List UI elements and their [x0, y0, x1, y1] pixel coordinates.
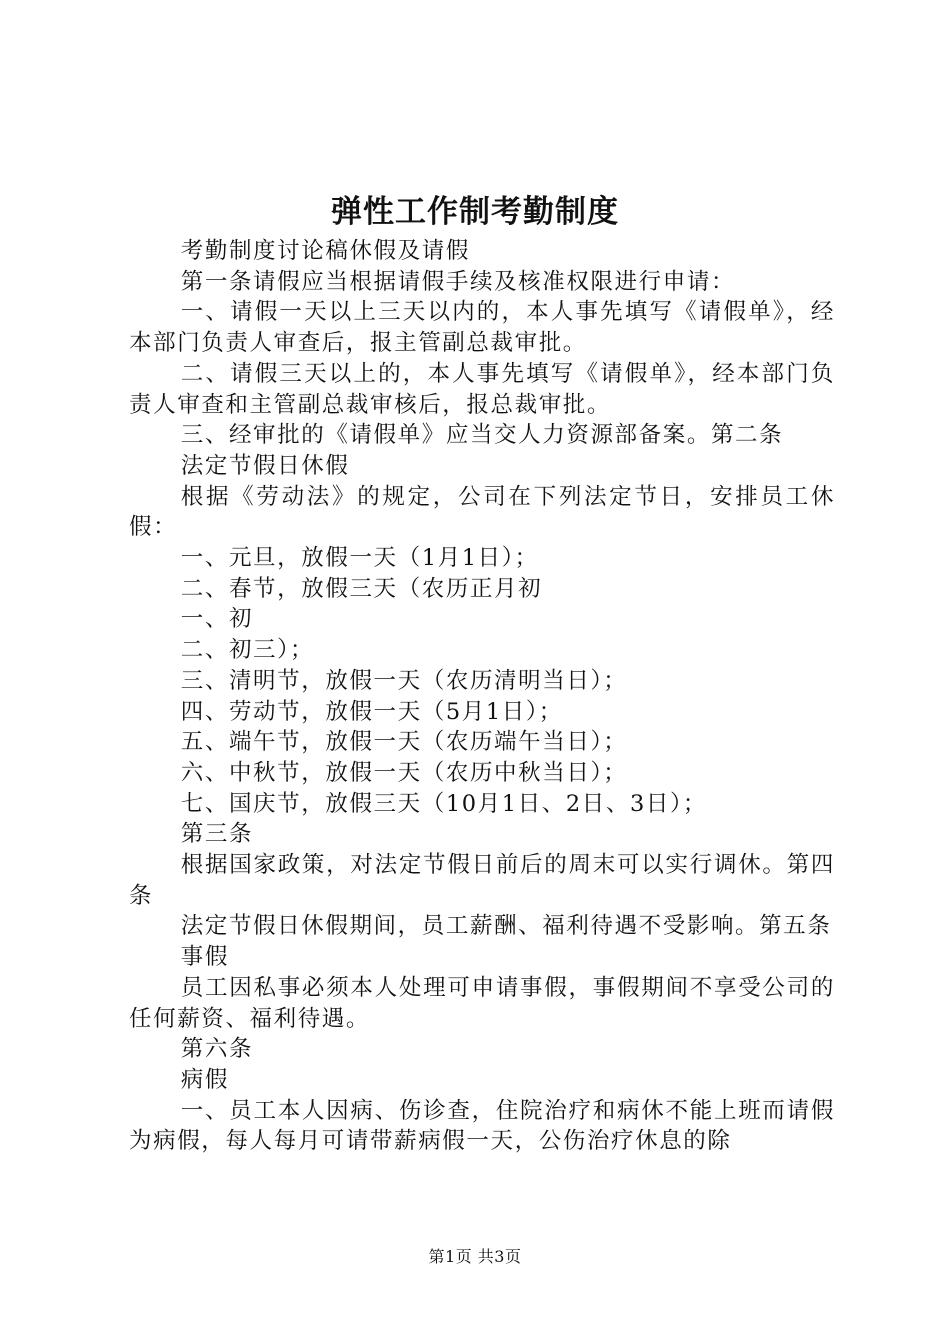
paragraph: 第六条	[180, 1036, 254, 1063]
paragraph: 法定节假日休假期间，员工薪酬、福利待遇不受影响。第五条	[180, 913, 832, 940]
document-body	[129, 236, 835, 1157]
paragraph: 一、员工本人因病、伤诊查，住院治疗和病休不能上班而请假为病假，每人每月可请带薪病假一天，公伤治疗休息的除	[129, 1097, 835, 1155]
page-number-footer: 第1页 共3页	[428, 1247, 522, 1266]
paragraph: 五、端午节，放假一天（农历端午当日）；	[180, 729, 628, 756]
paragraph: 病假	[180, 1066, 229, 1093]
paragraph: 三、经审批的《请假单》应当交人力资源部备案。第二条	[180, 422, 784, 449]
paragraph: 第一条请假应当根据请假手续及核准权限进行申请：	[180, 268, 736, 295]
paragraph: 二、春节，放假三天（农历正月初	[180, 575, 543, 602]
paragraph: 一、元旦，放假一天（1月1日）；	[180, 545, 539, 572]
paragraph: 一、初	[180, 606, 254, 633]
paragraph: 根据国家政策，对法定节假日前后的周末可以实行调休。第四条	[129, 852, 835, 909]
document-title: 弹性工作制考勤制度	[331, 194, 619, 230]
paragraph: 考勤制度讨论稿休假及请假	[180, 238, 470, 264]
paragraph: 七、国庆节，放假三天（10月1日、2日、3日）；	[180, 790, 707, 817]
paragraph: 第三条	[180, 821, 254, 848]
paragraph: 员工因私事必须本人处理可申请事假，事假期间不享受公司的任何薪资、福利待遇。	[129, 974, 835, 1032]
paragraph: 根据《劳动法》的规定，公司在下列法定节日，安排员工休假：	[129, 483, 835, 541]
paragraph: 六、中秋节，放假一天（农历中秋当日）；	[180, 759, 628, 786]
paragraph: 法定节假日休假	[180, 452, 350, 479]
paragraph: 一、请假一天以上三天以内的，本人事先填写《请假单》，经本部门负责人审查后，报主管副总裁审批。	[129, 299, 835, 357]
paragraph: 二、请假三天以上的，本人事先填写《请假单》，经本部门负责人审查和主管副总裁审核后，报总裁审批。	[129, 360, 835, 418]
paragraph: 四、劳动节，放假一天（5月1日）；	[180, 698, 563, 725]
paragraph: 二、初三）；	[180, 637, 315, 664]
paragraph: 事假	[180, 944, 229, 971]
paragraph: 三、清明节，放假一天（农历清明当日）；	[180, 667, 628, 694]
